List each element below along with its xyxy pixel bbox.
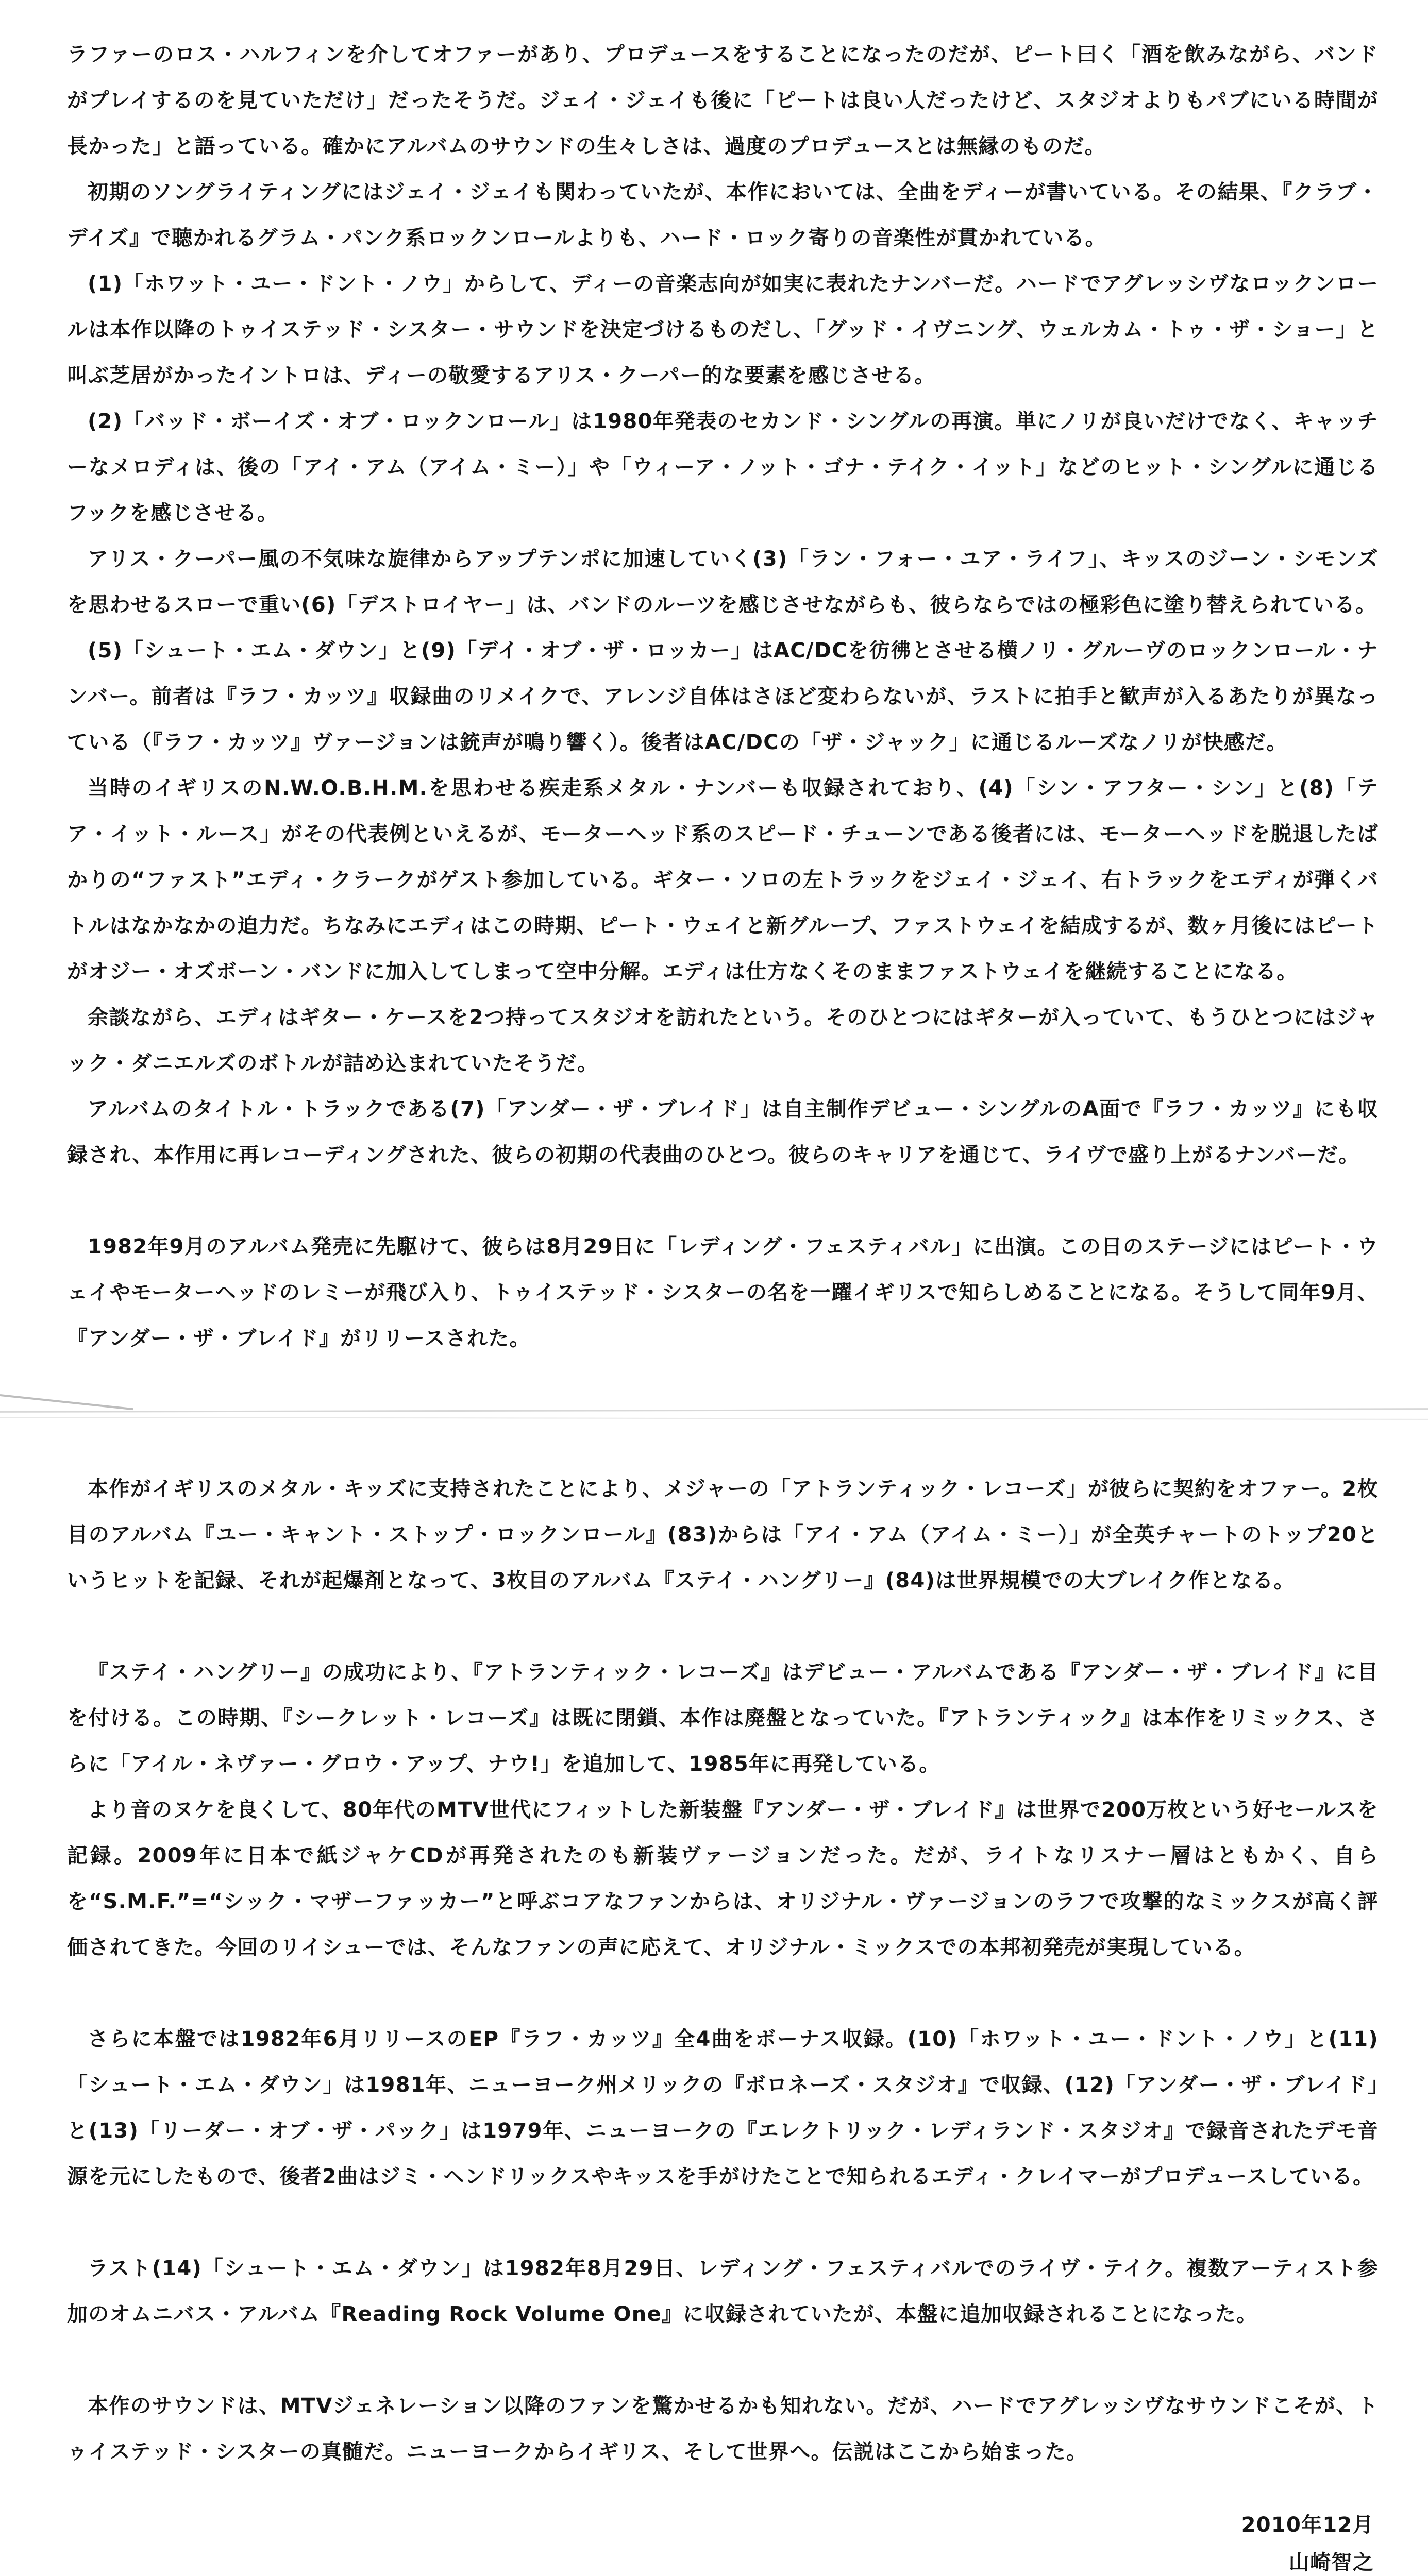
paragraph-guitar-case-anecdote: 余談ながら、エディはギター・ケースを2つ持ってスタジオを訪れたという。そのひとつにはギターが入っていて、もうひとつにはジャック・ダニエルズのボトルが詰め込まれていたそうだ。 [67, 1006, 1379, 1075]
paragraph-track-2: (2)「バッド・ボーイズ・オブ・ロックンロール」は1980年発表のセカンド・シングルの再演。単にノリが良いだけでなく、キャッチーなメロディは、後の「アイ・アム（アイム・ミー）」や「ウィーア・ノット・ゴナ・テイク・イット」などのヒット・シングルに通じるフックを感じさせる。 [67, 410, 1379, 525]
paragraph-songwriting: 初期のソングライティングにはジェイ・ジェイも関わっていたが、本作においては、全曲をディーが書いている。その結果、『クラブ・デイズ』で聴かれるグラム・パンク系ロックンロールよりも、ハード・ロック寄りの音楽性が貫かれている。 [67, 180, 1379, 250]
signature-author-japanese: 山崎智之 [1288, 2551, 1374, 2574]
signature-date: 2010年12月 [1241, 2513, 1374, 2537]
paragraph-tracks-5-and-9: (5)「シュート・エム・ダウン」と(9)「デイ・オブ・ザ・ロッカー」はAC/DCを彷彿とさせる横ノリ・グルーヴのロックンロール・ナンバー。前者は『ラフ・カッツ』収録曲のリメイクで、アレンジ自体はさほど変わらないが、ラストに拍手と歓声が入るあたりが異なっている（『ラフ・カッツ』ヴァージョンは銃声が鳴り響く）。後者はAC/DCの「ザ・ジャック」に通じるルーズなノリが快感だ。 [67, 639, 1379, 754]
scan-fold-edge-left [0, 1394, 133, 1410]
paragraph-tracks-3-and-6: アリス・クーパー風の不気味な旋律からアップテンポに加速していく(3)「ラン・フォー・ユア・ライフ」、キッスのジーン・シモンズを思わせるスローで重い(6)「デストロイヤー」は、バンドのルーツを感じさせながらも、彼らならではの極彩色に塗り替えられている。 [67, 547, 1379, 617]
paragraph-reading-festival: 1982年9月のアルバム発売に先駆けて、彼らは8月29日に「レディング・フェスティバル」に出演。この日のステージにはピート・ウェイやモーターヘッドのレミーが飛び入り、トゥイステッド・シスターの名を一躍イギリスで知らしめることになる。そうして同年9月、『アンダー・ザ・ブレイド』がリリースされた。 [67, 1235, 1379, 1350]
scan-fold-shadow [0, 1417, 1428, 1420]
paragraph-recording-anecdote: ラファーのロス・ハルフィンを介してオファーがあり、プロデュースをすることになったのだが、ピート曰く「酒を飲みながら、バンドがプレイするのを見ていただけ」だったそうだ。ジェイ・ジェイも後に「ピートは良い人だったけど、スタジオよりもパブにいる時間が長かった」と語っている。確かにアルバムのサウンドの生々しさは、過度のプロデュースとは無縁のものだ。 [67, 43, 1379, 158]
paragraph-title-track: アルバムのタイトル・トラックである(7)「アンダー・ザ・ブレイド」は自主制作デビュー・シングルのA面で『ラフ・カッツ』にも収録され、本作用に再レコーディングされた、彼らの初期の代表曲のひとつ。彼らのキャリアを通じて、ライヴで盛り上がるナンバーだ。 [67, 1097, 1379, 1167]
liner-notes-upper-section [67, 32, 1379, 1362]
liner-notes-lower-section [67, 1466, 1379, 2475]
paragraph-reissue-history: 『ステイ・ハングリー』の成功により、『アトランティック・レコーズ』はデビュー・アルバムである『アンダー・ザ・ブレイド』に目を付ける。この時期、『シークレット・レコーズ』は既に閉鎖、本作は廃盤となっていた。『アトランティック』は本作をリミックス、さらに「アイル・ネヴァー・グロウ・アップ、ナウ!」を追加して、1985年に再発している。 [67, 1660, 1379, 1776]
paragraph-live-bonus-track: ラスト(14)「シュート・エム・ダウン」は1982年8月29日、レディング・フェスティバルでのライヴ・テイク。複数アーティスト参加のオムニバス・アルバム『Reading Rock Volume One』に収録されていたが、本盤に追加収録されることになった。 [67, 2257, 1379, 2326]
scan-fold-line [0, 1408, 1428, 1413]
paragraph-track-1: (1)「ホワット・ユー・ドント・ノウ」からして、ディーの音楽志向が如実に表れたナンバーだ。ハードでアグレッシヴなロックンロールは本作以降のトゥイステッド・シスター・サウンドを決定づけるものだし、「グッド・イヴニング、ウェルカム・トゥ・ザ・ショー」と叫ぶ芝居がかったイントロは、ディーの敬愛するアリス・クーパー的な要素を感じさせる。 [67, 272, 1379, 387]
author-signature-block [1136, 2509, 1374, 2576]
paragraph-atlantic-contract: 本作がイギリスのメタル・キッズに支持されたことにより、メジャーの「アトランティック・レコーズ」が彼らに契約をオファー。2枚目のアルバム『ユー・キャント・ストップ・ロックンロール』(83)からは「アイ・アム（アイム・ミー）」が全英チャートのトップ20というヒットを記録、それが起爆剤となって、3枚目のアルバム『ステイ・ハングリー』(84)は世界規模での大ブレイク作となる。 [67, 1477, 1379, 1592]
paragraph-tracks-4-and-8: 当時のイギリスのN.W.O.B.H.M.を思わせる疾走系メタル・ナンバーも収録されており、(4)「シン・アフター・シン」と(8)「テア・イット・ルース」がその代表例といえるが、モーターヘッド系のスピード・チューンである後者には、モーターヘッドを脱退したばかりの“ファスト”エディ・クラークがゲスト参加している。ギター・ソロの左トラックをジェイ・ジェイ、右トラックをエディが弾くバトルはなかなかの迫力だ。ちなみにエディはこの時期、ピート・ウェイと新グループ、ファストウェイを結成するが、数ヶ月後にはピートがオジー・オズボーン・バンドに加入してしまって空中分解。エディは仕方なくそのままファストウェイを継続することになる。 [67, 776, 1379, 984]
paragraph-remix-reception: より音のヌケを良くして、80年代のMTV世代にフィットした新装盤『アンダー・ザ・ブレイド』は世界で200万枚という好セールスを記録。2009年に日本で紙ジャケCDが再発されたのも新装ヴァージョンだった。だが、ライトなリスナー層はともかく、自らを“S.M.F.”=“シック・マザーファッカー”と呼ぶコアなファンからは、オリジナル・ヴァージョンのラフで攻撃的なミックスが高く評価されてきた。今回のリイシューでは、そんなファンの声に応えて、オリジナル・ミックスでの本邦初発売が実現している。 [67, 1798, 1379, 1959]
paragraph-bonus-tracks: さらに本盤では1982年6月リリースのEP『ラフ・カッツ』全4曲をボーナス収録。(10)「ホワット・ユー・ドント・ノウ」と(11)「シュート・エム・ダウン」は1981年、ニューヨーク州メリックの『ボロネーズ・スタジオ』で収録、(12)「アンダー・ザ・ブレイド」と(13)「リーダー・オブ・ザ・パック」は1979年、ニューヨークの『エレクトリック・レディランド・スタジオ』で録音されたデモ音源を元にしたもので、後者2曲はジミ・ヘンドリックスやキッスを手がけたことで知られるエディ・クレイマーがプロデュースしている。 [67, 2027, 1379, 2189]
paragraph-conclusion: 本作のサウンドは、MTVジェネレーション以降のファンを驚かせるかも知れない。だが、ハードでアグレッシヴなサウンドこそが、トゥイステッド・シスターの真髄だ。ニューヨークからイギリス、そして世界へ。伝説はここから始まった。 [67, 2394, 1379, 2464]
